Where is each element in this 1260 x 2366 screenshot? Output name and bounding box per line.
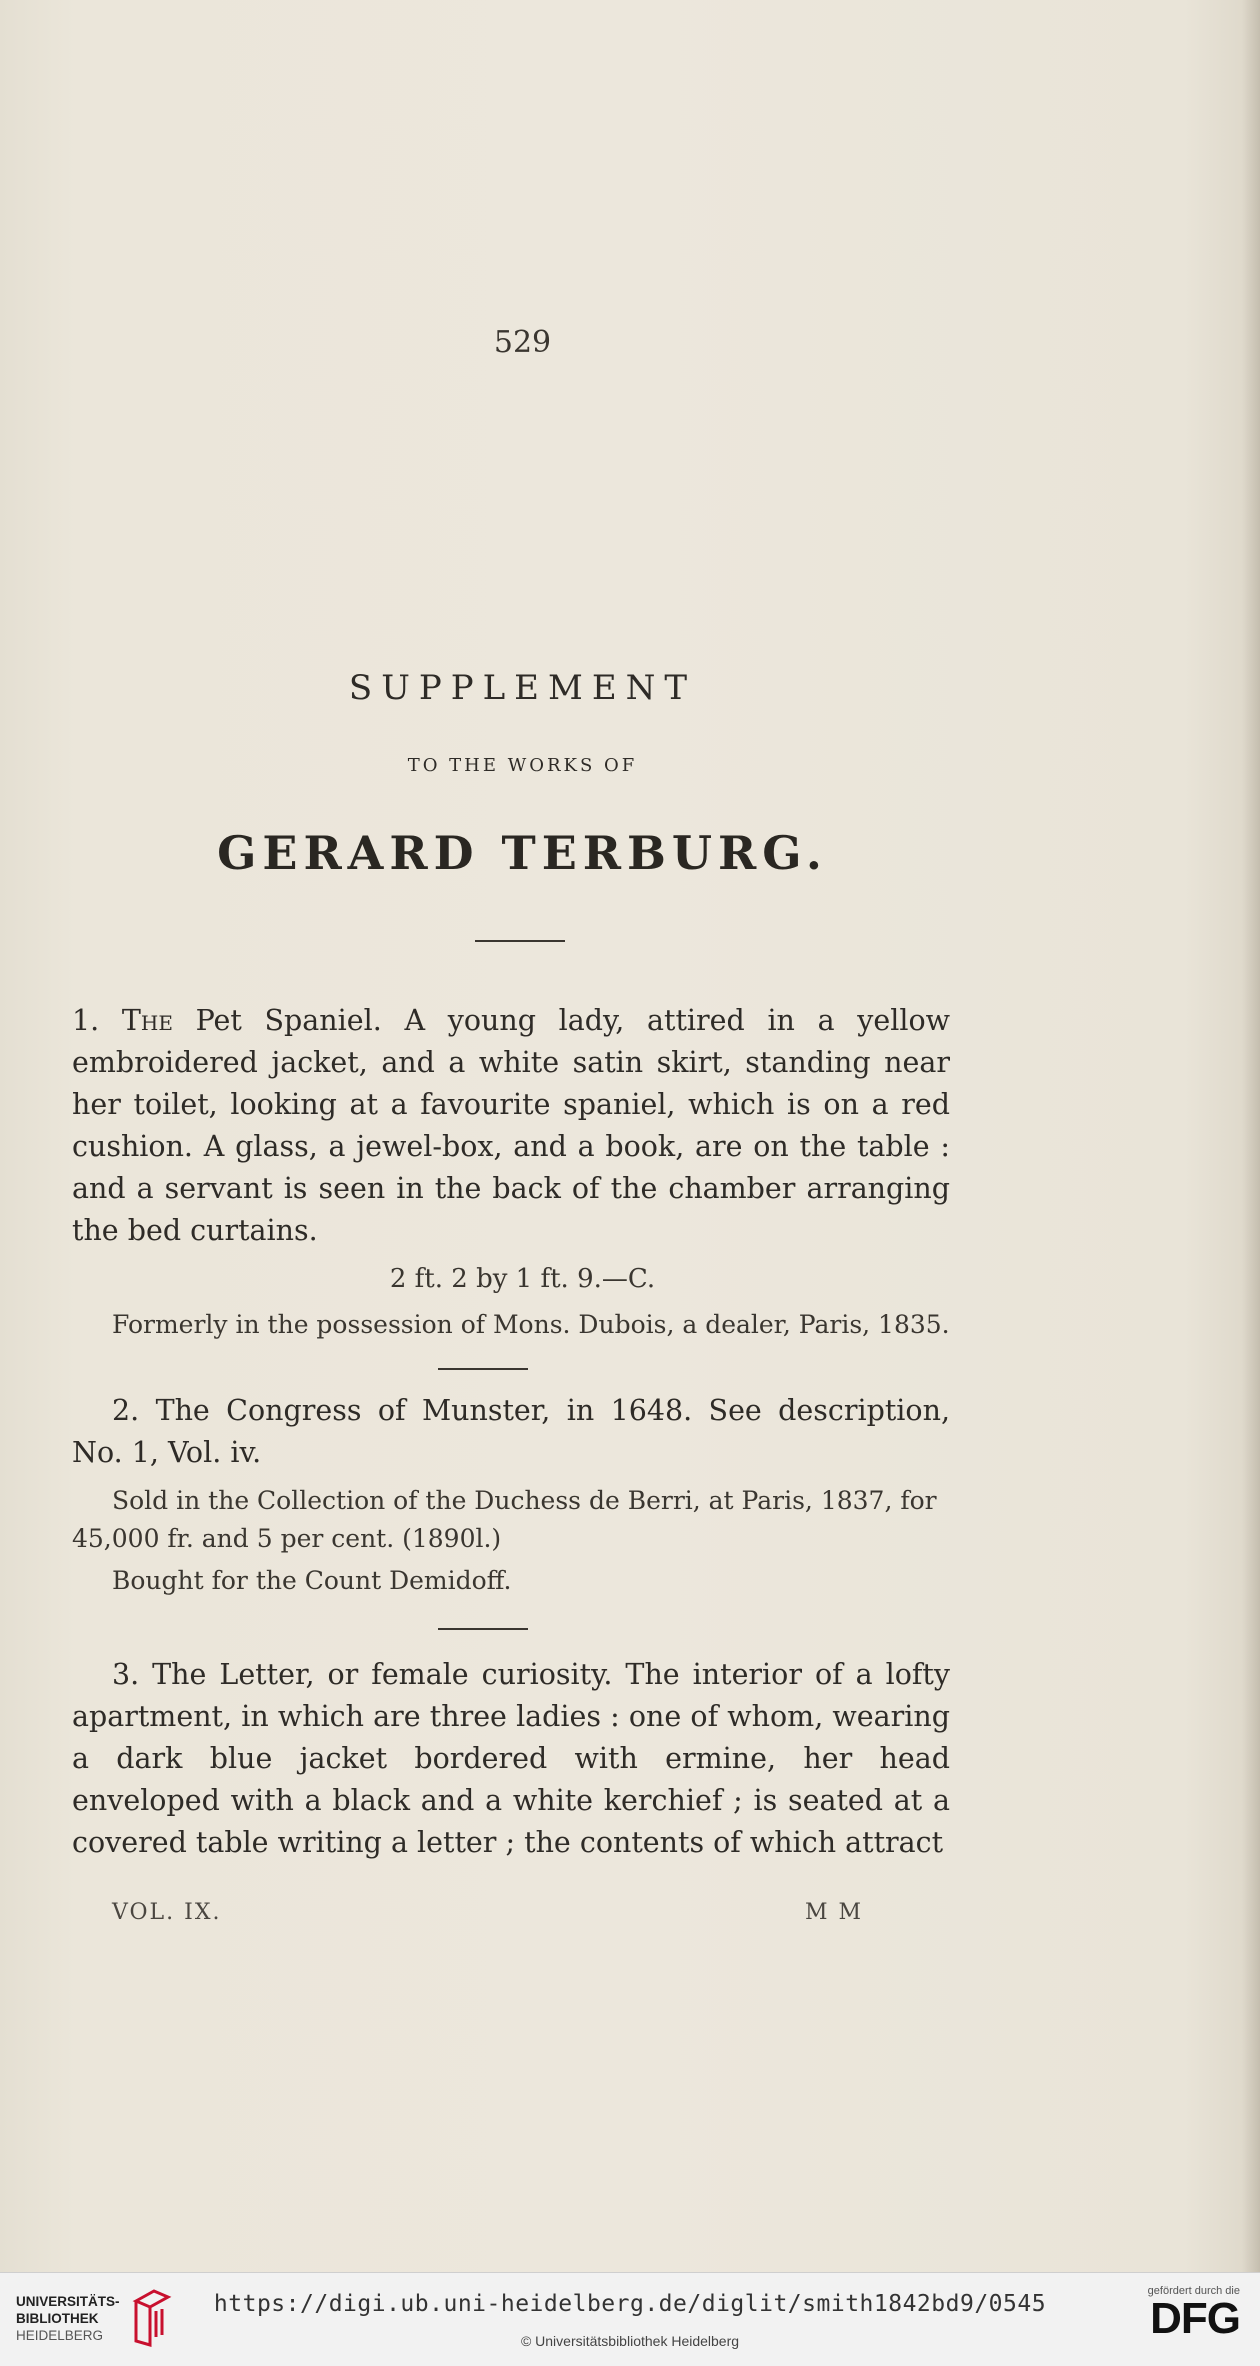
entry-1-provenance: Formerly in the possession of Mons. Dubois, a dealer, Paris, 1835. bbox=[112, 1310, 950, 1339]
page-number: 529 bbox=[493, 325, 552, 360]
volume-signature: VOL. IX. bbox=[112, 1900, 222, 1925]
entry-1-lead: The bbox=[121, 1004, 173, 1037]
library-name-line1: UNIVERSITÄTS- bbox=[16, 2294, 120, 2309]
gathering-signature: M M bbox=[805, 1900, 864, 1925]
copyright-notice: © Universitätsbibliothek Heidelberg bbox=[520, 2333, 740, 2349]
supplement-heading: SUPPLEMENT bbox=[348, 668, 697, 708]
entry-2-sale-note: Sold in the Collection of the Duchess de Berri, at Paris, 1837, for 45,000 fr. and 5 per cent. (1890l.) bbox=[72, 1486, 937, 1553]
permalink-url[interactable]: https://digi.ub.uni-heidelberg.de/diglit/smith1842bd9/0545 bbox=[213, 2291, 1047, 2317]
library-banner bbox=[0, 2272, 1260, 2366]
entry-3-text: 3. The Letter, or female curiosity. The interior of a lofty apartment, in which are three ladies : one of whom, wearing a dark blue jacket bordered with ermine, her head enveloped with a black and a white kerchief ; is seated at a covered table writing a letter ; the contents of which attract bbox=[72, 1658, 950, 1859]
dfg-logo[interactable] bbox=[1148, 2285, 1240, 2341]
subtitle-heading: TO THE WORKS OF bbox=[407, 755, 638, 776]
entry-1-body: Pet Spaniel. A young lady, attired in a yellow embroidered jacket, and a white satin skirt, standing near her toilet, looking at a favourite spaniel, which is on a red cushion. A glass, a jewel-box, and a book, are on the table : and a servant is seen in the back of the chamber arranging the bed curtains. bbox=[72, 1004, 951, 1247]
entry-2-text: 2. The Congress of Munster, in 1648. See description, No. 1, Vol. iv. bbox=[72, 1394, 950, 1469]
entry-1-dimensions: 2 ft. 2 by 1 ft. 9.—C. bbox=[389, 1264, 656, 1294]
library-name-line2: BIBLIOTHEK bbox=[16, 2311, 99, 2326]
library-name-line3: HEIDELBERG bbox=[16, 2328, 104, 2343]
divider-rule bbox=[475, 940, 565, 942]
dfg-wordmark: DFG bbox=[1150, 2294, 1240, 2343]
entry-1-number: 1. bbox=[72, 1004, 100, 1037]
entry-2-buyer-note: Bought for the Count Demidoff. bbox=[112, 1566, 512, 1595]
divider-rule bbox=[438, 1628, 528, 1630]
entry-1-text bbox=[72, 1000, 950, 1252]
divider-rule bbox=[438, 1368, 528, 1370]
artist-heading: GERARD TERBURG. bbox=[217, 826, 828, 880]
funded-by-label: gefördert durch die bbox=[1147, 2285, 1240, 2297]
